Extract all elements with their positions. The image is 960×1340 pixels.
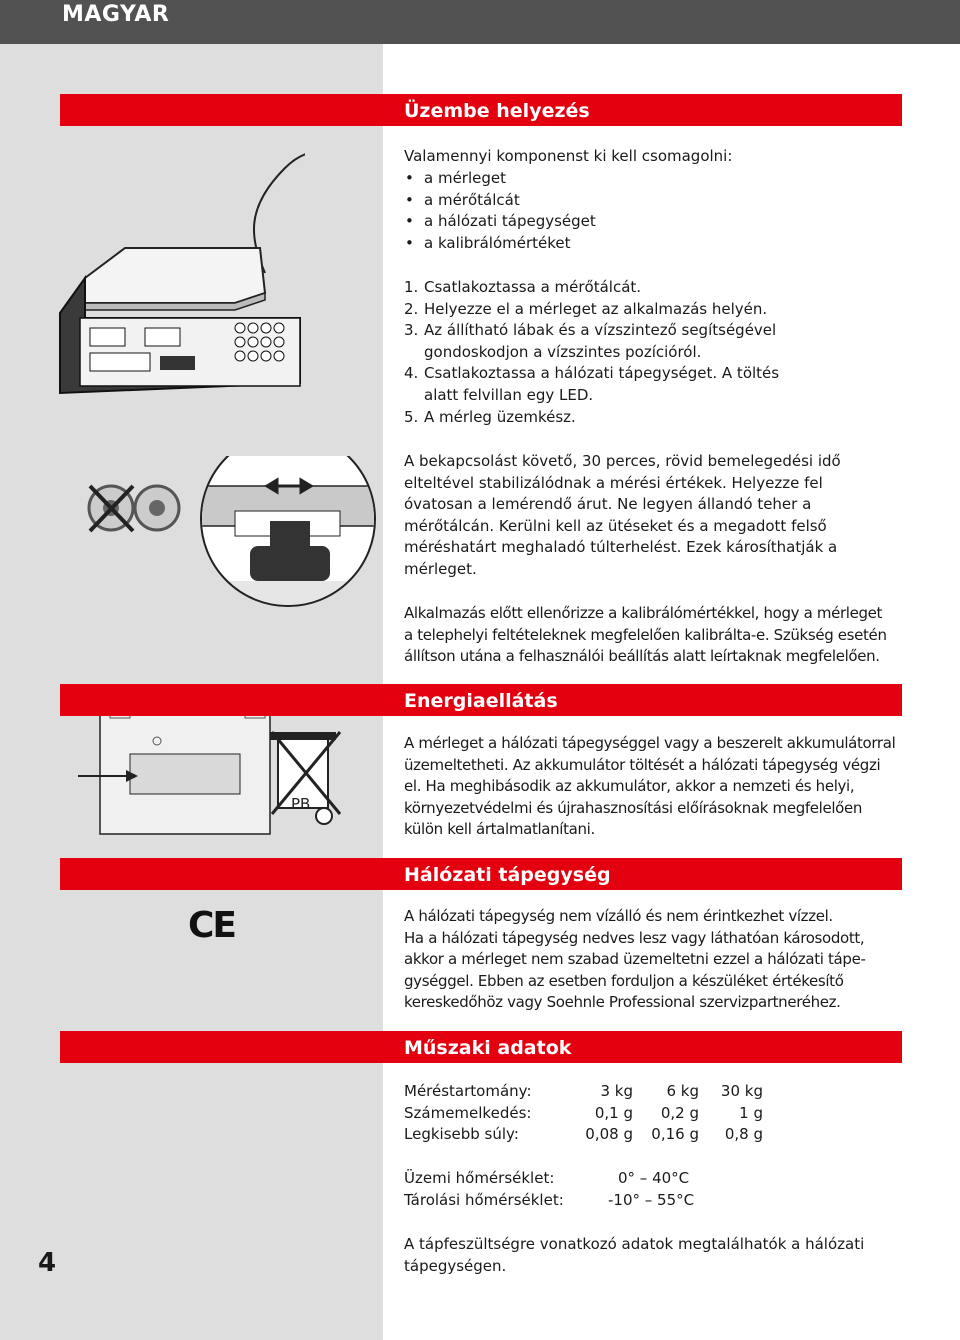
list-item: • a kalibrálómértéket xyxy=(404,233,596,255)
list-item: • a mérőtálcát xyxy=(404,190,596,212)
battery-compartment-illustration xyxy=(50,704,350,844)
scale-illustration xyxy=(55,128,305,408)
adapter-paragraph: A hálózati tápegység nem vízálló és nem érintkezhet vízzel. Ha a hálózati tápegység nedves lesz vagy láthatóan károsodott, akkor a mérleget nem szabad üzemeltetni ezzel a hálózati tápe- gységgel. Ebben az esetben forduljon a készüléket értékesítő kereskedőhöz vagy Soehnle Professional szervizpartneréhez. xyxy=(404,907,866,1012)
table-row: Legkisebb súly: 0,08 g 0,16 g 0,8 g xyxy=(404,1125,763,1144)
step-4: 4. Csatlakoztassa a hálózati tápegységet. A töltés alatt felvillan egy LED. xyxy=(404,364,780,404)
specs-note: A tápfeszültségre vonatkozó adatok megtalálhatók a hálózati tápegységen. xyxy=(404,1235,865,1275)
no-level-icon xyxy=(89,486,133,531)
component-list xyxy=(404,168,596,254)
warmup-paragraph: A bekapcsolást követő, 30 perces, rövid bemelegedési idő elteltével stabilizálódnak a mérési értékek. Helyezze fel óvatosan a lemérendő árut. Ne legyen állandó teher a mérőtálcán. Kerülni kell az ütéseket és a megadott felső méréshatárt meghaladó túlterhelést. Ezek károsíthatják a mérleget. xyxy=(404,452,841,578)
list-item: • a mérleget xyxy=(404,168,596,190)
section-title-setup: Üzembe helyezés xyxy=(404,100,590,122)
leveling-illustration xyxy=(85,456,385,626)
table-row: Tárolási hőmérséklet: -10° – 55°C xyxy=(404,1190,695,1209)
calibration-paragraph: Alkalmazás előtt ellenőrizze a kalibrálómértékkel, hogy a mérleget a telephelyi feltételeknek megfelelően kalibrálta-e. Szükség esetén állítson utána a felhasználói beállítás alatt leírtaknak megfelelően. xyxy=(404,604,887,666)
step-1: 1. Csatlakoztassa a mérőtálcát. xyxy=(404,278,642,296)
ce-mark-icon: CE xyxy=(188,905,236,946)
level-ok-icon xyxy=(135,486,179,530)
steps-list xyxy=(404,277,779,428)
table-row: Üzemi hőmérséklet: 0° – 40°C xyxy=(404,1169,690,1187)
section-title-power: Energiaellátás xyxy=(404,690,558,712)
setup-intro: Valamennyi komponenst ki kell csomagolni: xyxy=(404,147,733,165)
temperature-table xyxy=(404,1168,704,1211)
table-row: Méréstartomány: 3 kg 6 kg 30 kg xyxy=(404,1082,763,1100)
section-title-adapter: Hálózati tápegység xyxy=(404,864,611,886)
specs-table xyxy=(404,1081,763,1146)
list-item: • a hálózati tápegységet xyxy=(404,211,596,233)
step-3: 3. Az állítható lábak és a vízszintező segítségével gondoskodjon a vízszintes pozícióról. xyxy=(404,321,777,361)
step-2: 2. Helyezze el a mérleget az alkalmazás helyén. xyxy=(404,299,768,318)
battery-label: PB xyxy=(291,795,311,813)
language-label: MAGYAR xyxy=(62,2,170,27)
section-title-specs: Műszaki adatok xyxy=(404,1037,572,1059)
step-5: 5. A mérleg üzemkész. xyxy=(404,407,576,426)
power-paragraph: A mérleget a hálózati tápegységgel vagy a beszerelt akkumulátorral üzemeltetheti. Az akkumulátor töltését a hálózati tápegység végzi el. Ha meghibásodik az akkumulátor, akkor a nemzeti és helyi, környezetvédelmi és újrahasznosítási előírásoknak megfelelően külön kell ártalmatlanítani. xyxy=(404,734,896,839)
table-row: Számemelkedés: 0,1 g 0,2 g 1 g xyxy=(404,1103,763,1122)
page-number: 4 xyxy=(38,1248,57,1278)
